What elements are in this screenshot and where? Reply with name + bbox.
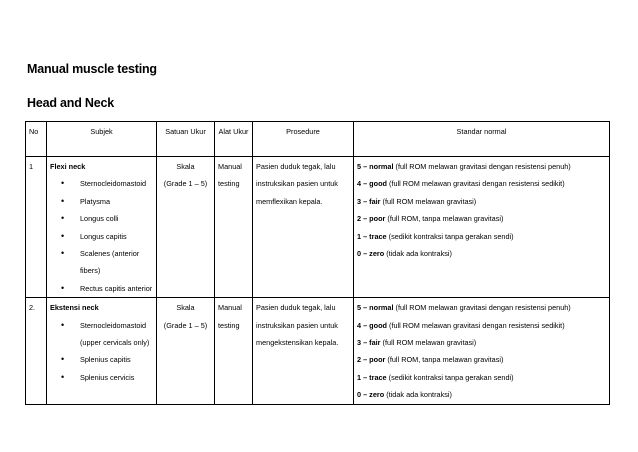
row-number: 2. [26,298,47,404]
muscle-item: • Splenius capitis [80,351,153,368]
grade-label: 3 – fair [357,338,381,348]
unit-cell [157,298,215,404]
grade-desc: (full ROM melawan gravitasi dengan resistensi penuh) [393,303,571,313]
document-title: Manual muscle testing [27,62,157,76]
unit-grade: (Grade 1 – 5) [163,320,208,330]
grade-desc: (full ROM melawan gravitasi dengan resistensi sedikit) [387,179,565,189]
standard-line [357,158,606,175]
row-number: 1 [26,157,47,298]
standard-line [357,245,606,262]
grade-desc: (full ROM melawan gravitasi) [380,338,477,348]
muscle-list [50,175,153,297]
standard-line [357,334,606,351]
muscle-testing-table [25,121,610,405]
muscle-item: • Platysma [80,193,153,210]
grade-label: 2 – poor [357,355,386,365]
standard-line [357,193,606,210]
unit-cell [157,157,215,298]
muscle-item: • Splenius cervicis [80,369,153,386]
grade-label: 1 – trace [357,372,387,382]
grade-desc: (full ROM, tanpa melawan gravitasi) [385,214,504,224]
grade-label: 1 – trace [357,231,387,241]
standard-line [357,299,606,316]
grade-label: 4 – good [357,179,387,189]
grade-label: 3 – fair [357,196,381,206]
table-row [26,298,610,404]
grade-desc: (tidak ada kontraksi) [384,390,452,400]
grade-desc: (full ROM, tanpa melawan gravitasi) [385,355,504,365]
grade-desc: (sedikit kontraksi tanpa gerakan sendi) [386,231,514,241]
tool-cell: Manual testing [215,157,253,298]
muscle-item: • Longus colli [80,210,153,227]
header-subjek: Subjek [47,122,157,157]
standard-line [357,175,606,192]
standard-line [357,386,606,403]
standard-line [357,228,606,245]
unit-grade: (Grade 1 – 5) [163,179,208,189]
standard-line [357,351,606,368]
subject-name: Ekstensi neck [50,303,99,313]
header-no: No [26,122,47,157]
standard-line [357,369,606,386]
grade-desc: (full ROM melawan gravitasi dengan resistensi sedikit) [387,320,565,330]
header-alat-ukur: Alat Ukur [215,122,253,157]
tool-cell: Manual testing [215,298,253,404]
muscle-item: • Sternocleidomastoid [80,175,153,192]
muscle-item: • Scalenes (anterior fibers) [80,245,153,280]
muscle-item: • Sternocleidomastoid (upper cervicals only) [80,317,153,352]
standard-line [357,210,606,227]
muscle-list [50,317,153,387]
grade-label: 2 – poor [357,214,386,224]
grade-desc: (full ROM melawan gravitasi dengan resistensi penuh) [393,162,571,171]
subject-name: Flexi neck [50,162,86,171]
grade-label: 5 – normal [357,162,394,171]
grade-label: 4 – good [357,320,387,330]
table-header-row [26,122,610,157]
grade-label: 5 – normal [357,303,394,313]
unit-scale: Skala [176,303,195,313]
section-title: Head and Neck [27,96,115,110]
muscle-item: • Longus capitis [80,228,153,245]
header-satuan-ukur: Satuan Ukur [157,122,215,157]
grade-desc: (full ROM melawan gravitasi) [380,196,477,206]
procedure-cell: Pasien duduk tegak, lalu instruksikan pasien untuk memflexikan kepala. [253,157,354,298]
grade-desc: (sedikit kontraksi tanpa gerakan sendi) [386,372,514,382]
header-prosedure: Prosedure [253,122,354,157]
unit-scale: Skala [176,162,195,171]
subject-cell [47,157,157,298]
subject-cell [47,298,157,404]
table-row [26,157,610,298]
standard-cell [354,298,610,404]
procedure-cell: Pasien duduk tegak, lalu instruksikan pasien untuk mengekstensikan kepala. [253,298,354,404]
grade-desc: (tidak ada kontraksi) [384,249,452,259]
standard-line [357,317,606,334]
grade-label: 0 – zero [357,390,385,400]
standard-cell [354,157,610,298]
grade-label: 0 – zero [357,249,385,259]
header-standar-normal: Standar normal [354,122,610,157]
muscle-item: • Rectus capitis anterior [80,280,153,297]
